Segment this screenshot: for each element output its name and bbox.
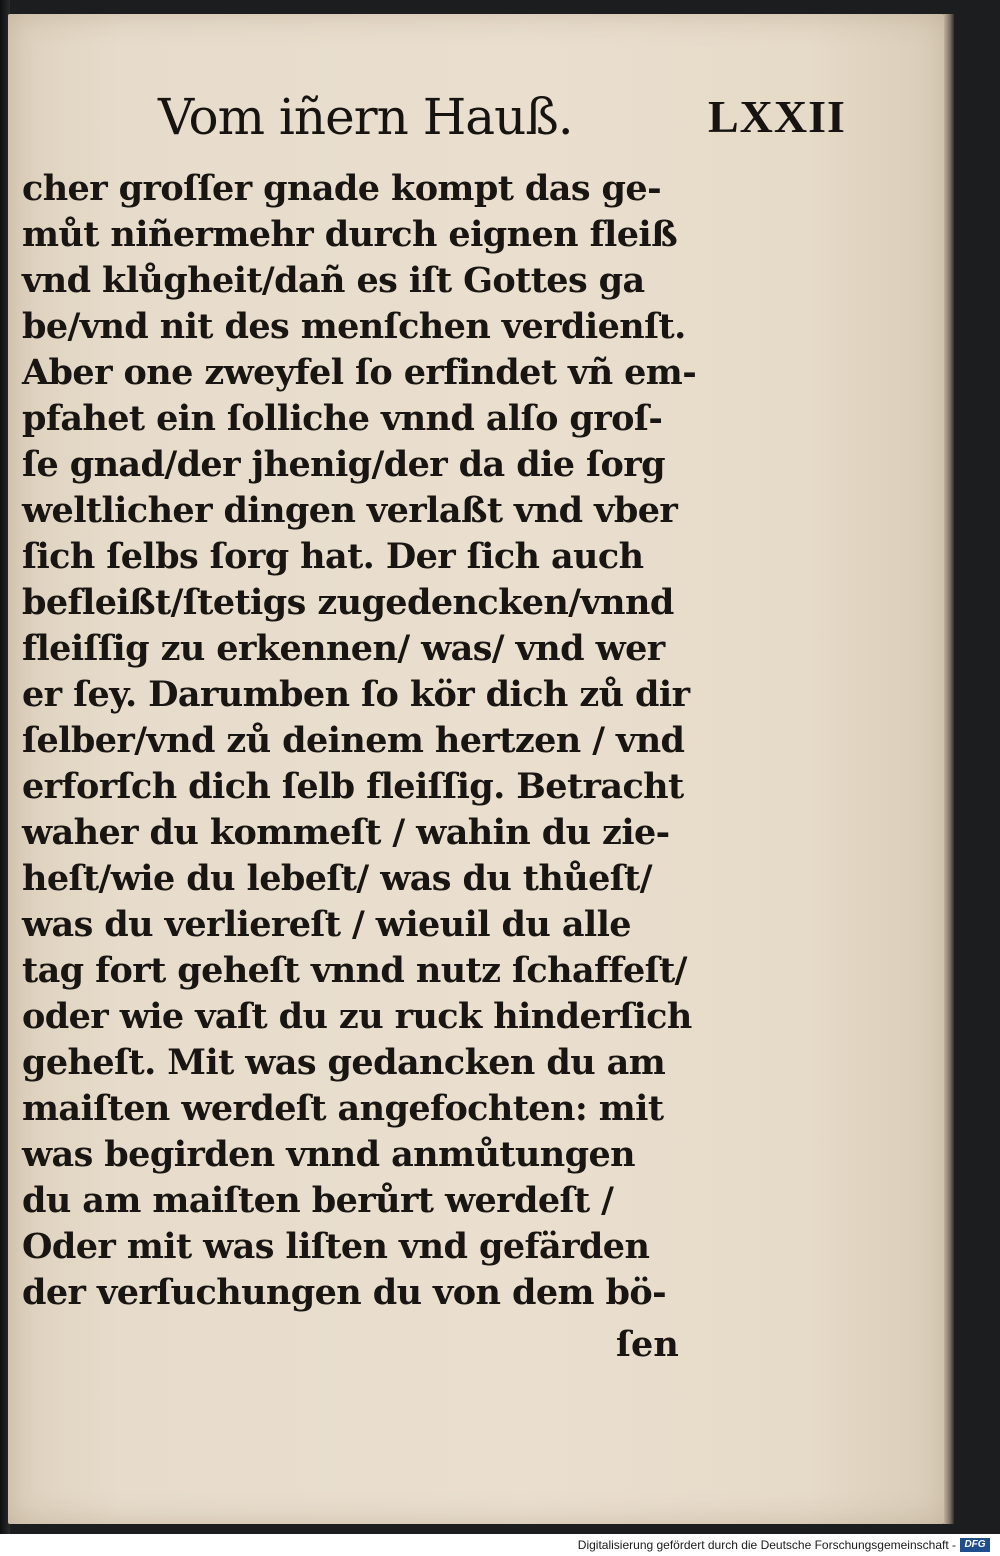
text-line: cher groſſer gnade kompt das ge- bbox=[22, 168, 661, 209]
dfg-logo[interactable]: DFG bbox=[960, 1538, 990, 1552]
text-line: pfahet ein ſolliche vnnd alſo groſ- bbox=[22, 398, 663, 439]
text-line: er ſey. Darumben ſo kör dich zů dir bbox=[22, 674, 690, 715]
text-line: ſelber/vnd zů deinem hertzen / vnd bbox=[22, 720, 685, 761]
text-line: fleiſſig zu erkennen/ was/ vnd wer bbox=[22, 628, 665, 669]
text-line: der verſuchungen du von dem bö- bbox=[22, 1272, 667, 1313]
text-line: Aber one zweyfel ſo erfindet vñ em- bbox=[22, 352, 697, 393]
text-line: du am maiſten berůrt werdeſt / bbox=[22, 1180, 614, 1221]
main-text-block bbox=[22, 166, 702, 1316]
text-line: maiſten werdeſt angefochten: mit bbox=[22, 1088, 664, 1129]
text-line: vnd klůgheit/dañ es iſt Gottes ga bbox=[22, 260, 645, 301]
text-line: oder wie vaſt du zu ruck hinderſich bbox=[22, 996, 692, 1037]
funding-credit: Digitalisierung gefördert durch die Deutsche Forschungsgemeinschaft - bbox=[577, 1538, 956, 1552]
text-line: heſt/wie du lebeſt/ was du thůeſt/ bbox=[22, 858, 652, 899]
text-line: was begirden vnnd anmůtungen bbox=[22, 1134, 635, 1175]
text-line: waher du kommeſt / wahin du zie- bbox=[22, 812, 670, 853]
text-line: Oder mit was liſten vnd gefärden bbox=[22, 1226, 650, 1267]
text-line: můt niñermehr durch eignen fleiß bbox=[22, 214, 678, 255]
text-line: be/vnd nit des menſchen verdienſt. bbox=[22, 306, 686, 347]
text-line: erforſch dich ſelb fleiſſig. Betracht bbox=[22, 766, 684, 807]
text-line: ſich ſelbs ſorg hat. Der ſich auch bbox=[22, 536, 644, 577]
text-line: befleißt/ſtetigs zugedencken/vnnd bbox=[22, 582, 674, 623]
running-head: Vom iñern Hauß. bbox=[158, 88, 573, 146]
text-line: weltlicher dingen verlaßt vnd vber bbox=[22, 490, 678, 531]
page-edge bbox=[944, 14, 954, 1524]
book-page bbox=[8, 14, 948, 1524]
folio-number: LXXII bbox=[708, 91, 846, 142]
text-line: ſe gnad/der jhenig/der da die ſorg bbox=[22, 444, 665, 485]
catchword: ſen bbox=[616, 1324, 679, 1365]
text-line: was du verliereſt / wieuil du alle bbox=[22, 904, 631, 945]
text-line: tag fort geheſt vnnd nutz ſchaffeſt/ bbox=[22, 950, 687, 991]
text-line: geheſt. Mit was gedancken du am bbox=[22, 1042, 666, 1083]
